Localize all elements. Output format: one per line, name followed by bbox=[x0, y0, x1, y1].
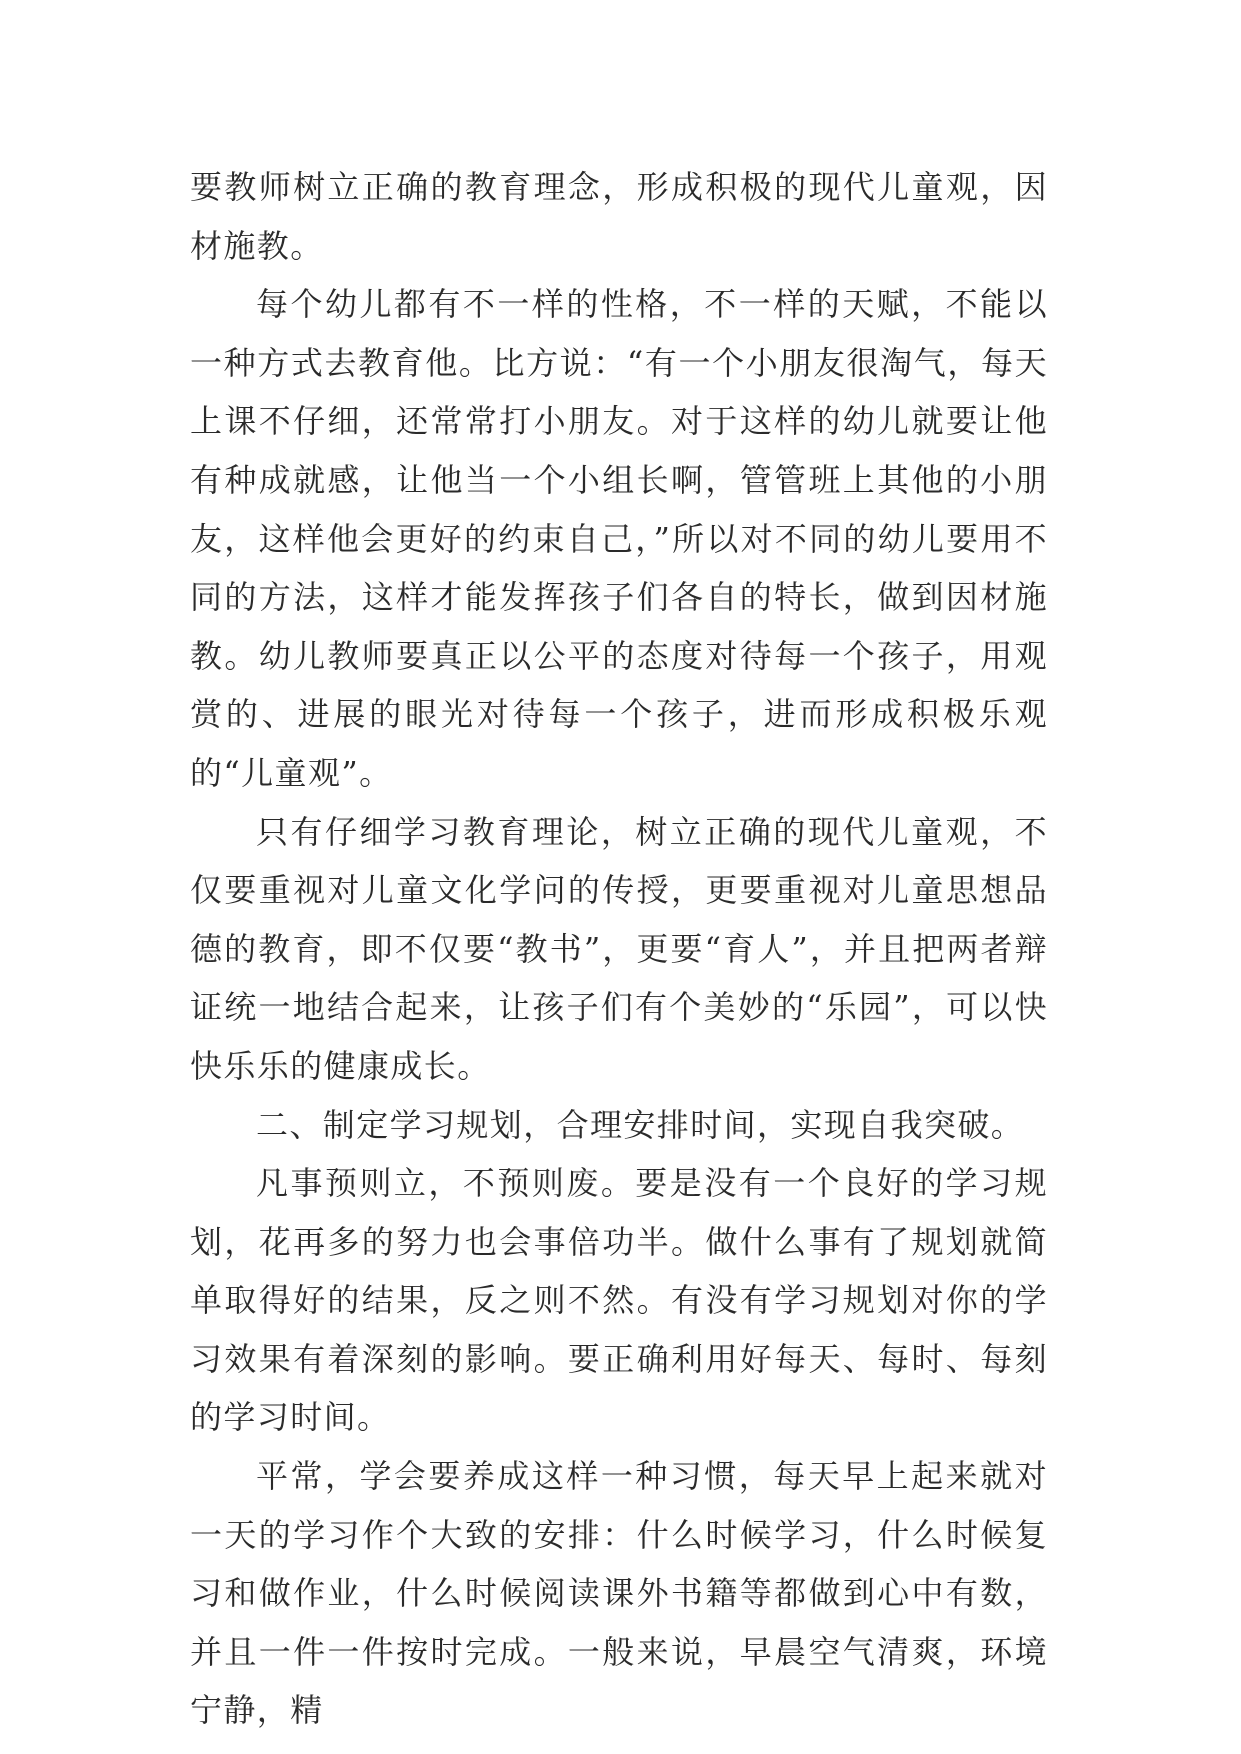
paragraph-4: 凡事预则立，不预则废。要是没有一个良好的学习规划，花再多的努力也会事倍功半。做什么事有了规划就简单取得好的结果，反之则不然。有没有学习规划对你的学习效果有着深刻的影响。要正确利用好每天、每时、每刻的学习时间。 bbox=[190, 1164, 1048, 1437]
section-heading: 二、制定学习规划，合理安排时间，实现自我突破。 bbox=[256, 1105, 1025, 1144]
paragraph-3: 只有仔细学习教育理论，树立正确的现代儿童观，不仅要重视对儿童文化学问的传授，更要重视对儿童思想品德的教育，即不仅要“教书”，更要“育人”，并且把两者辩证统一地结合起来，让孩子们有个美妙的“乐园”，可以快快乐乐的健康成长。 bbox=[190, 812, 1048, 1085]
document-body bbox=[190, 158, 1048, 1740]
paragraph-2: 每个幼儿都有不一样的性格，不一样的天赋，不能以一种方式去教育他。比方说：“有一个小朋友很淘气，每天上课不仔细，还常常打小朋友。对于这样的幼儿就要让他有种成就感，让他当一个小组长啊，管管班上其他的小朋友，这样他会更好的约束自己，”所以对不同的幼儿要用不同的方法，这样才能发挥孩子们各自的特长，做到因材施教。幼儿教师要真正以公平的态度对待每一个孩子，用观赏的、进展的眼光对待每一个孩子，进而形成积极乐观的“儿童观”。 bbox=[190, 285, 1048, 792]
paragraph-5: 平常，学会要养成这样一种习惯，每天早上起来就对一天的学习作个大致的安排：什么时候学习，什么时候复习和做作业，什么时候阅读课外书籍等都做到心中有数，并且一件一件按时完成。一般来说，早晨空气清爽，环境宁静，精 bbox=[190, 1457, 1048, 1730]
paragraph-1: 要教师树立正确的教育理念，形成积极的现代儿童观，因材施教。 bbox=[190, 168, 1048, 265]
